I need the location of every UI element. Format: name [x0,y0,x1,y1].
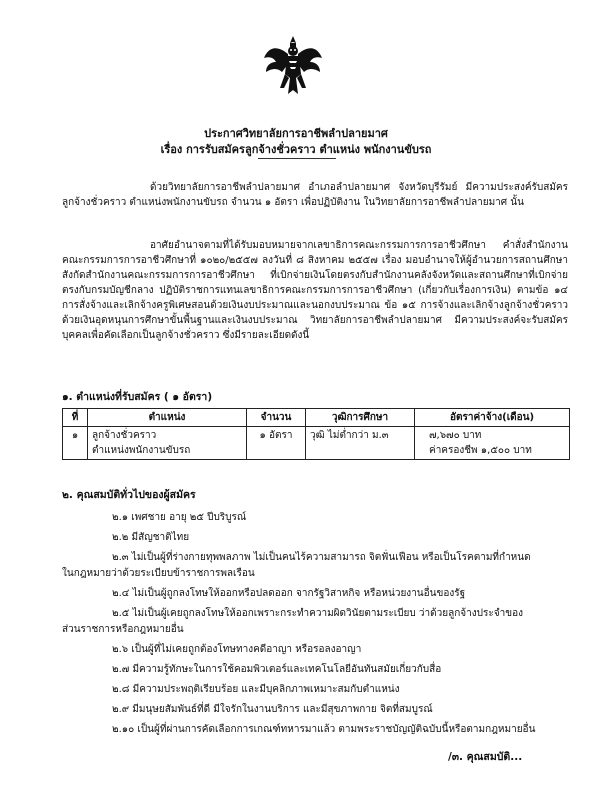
row-position-line1: ลูกจ้างชั่วคราว [92,430,157,441]
qualification-item: ๒.๘ มีความประพฤติเรียบร้อย และมีบุคลิกภาพเหมาะสมกับตำแหน่ง [112,684,400,695]
row-wage-line2: ค่าครองชีพ ๑,๕๐๐ บาท [429,445,532,456]
intro-paragraph-2: อาศัยอำนาจตามที่ได้รับมอบหมายจากเลขาธิการคณะกรรมการการอาชีวศึกษา คำสั่งสำนักงานคณะกรรมการการอาชีวศึกษาที่ ๑๐๒๐/๒๕๕๗ ลงวันที่ ๘ สิงหาคม ๒๕๕๗ เรื่อง มอบอำนาจให้ผู้อำนวยการสถานศึกษาสังกัดสำนักงานคณะกรรมการการอาชีวศึกษา ที่เบิกจ่ายเงินโดยตรงกับสำนักงานคลังจังหวัดและสถานศึกษาที่เบิกจ่ายตรงกับกรมบัญชีกลาง ปฏิบัติราชการแทนเลขาธิการคณะกรรมการการอาชีวศึกษา (เกี่ยวกับเรื่องการเงิน) ตามข้อ ๑๔ การสั่งจ้างและเลิกจ้างครูพิเศษสอนด้วยเงินงบประมาณและนอกงบประมาณ ข้อ ๑๕ การจ้างและเลิกจ้างลูกจ้างชั่วคราวด้วยเงินอุดหนุนการศึกษาขั้นพื้นฐานและเงินงบประมาณ วิทยาลัยการอาชีพลำปลายมาศ มีความประสงค์จะรับสมัครบุคคลเพื่อคัดเลือกเป็นลูกจ้างชั่วคราว ซึ่งมีรายละเอียดดังนี้ [62,240,568,341]
announcement-title: ประกาศวิทยาลัยการอาชีพลำปลายมาศ [204,127,388,140]
intro-paragraph-1: ด้วยวิทยาลัยการอาชีพลำปลายมาศ อำเภอลำปลายมาศ จังหวัดบุรีรัมย์ มีความประสงค์รับสมัครลูกจ้างชั่วคราว ตำแหน่งพนักงานขับรถ จำนวน ๑ อัตรา เพื่อปฏิบัติงาน ในวิทยาลัยการอาชีพลำปลายมาศ นั้น [62,182,568,208]
continued-marker: /๓. คุณสมบัติ... [448,751,523,763]
section-1-heading: ๑. ตำแหน่งที่รับสมัคร ( ๑ อัตรา) [62,391,213,403]
qualification-item: ๒.๔ ไม่เป็นผู้ถูกลงโทษให้ออกหรือปลดออก จากรัฐวิสาหกิจ หรือหน่วยงานอื่นของรัฐ [112,588,466,599]
row-wage-line1: ๗,๖๗๐ บาท [429,430,482,441]
qualification-item: ๒.๕ ไม่เป็นผู้เคยถูกลงโทษให้ออกเพราะกระทำความผิดวินัยตามระเบียบ ว่าด้วยลูกจ้างประจำของ [112,608,523,619]
col-no-header: ที่ [63,409,88,427]
row-position [88,427,247,460]
col-wage-header: อัตราค่าจ้าง(เดือน) [415,409,570,427]
qualification-item: ๒.๒ มีสัญชาติไทย [112,532,190,543]
qualification-item: ๒.๙ มีมนุษยสัมพันธ์ที่ดี มีใจรักในงานบริการ และมีสุขภาพกาย จิตที่สมบูรณ์ [112,704,433,715]
table-row [63,427,570,460]
qualification-item: ๒.๑๐ เป็นผู้ที่ผ่านการคัดเลือกการเกณฑ์ทหารมาแล้ว ตามพระราชบัญญัติฉบับนี้หรือตามกฎหมายอื่น [112,724,536,735]
qualification-item: ๒.๗ มีความรู้ทักษะในการใช้คอมพิวเตอร์และเทคโนโลยีอันทันสมัยเกี่ยวกับสื่อ [112,664,442,675]
col-position-header: ตำแหน่ง [88,409,247,427]
qualification-item-continued: ในกฎหมายว่าด้วยระเบียบข้าราชการพลเรือน [62,568,255,579]
section-2-heading: ๒. คุณสมบัติทั่วไปของผู้สมัคร [62,489,196,501]
announcement-subject: เรื่อง การรับสมัครลูกจ้างชั่วคราว ตำแหน่ง พนักงานขับรถ [160,143,432,156]
table-header-row [63,409,570,427]
garuda-emblem-icon [262,34,324,96]
qualification-item: ๒.๑ เพศชาย อายุ ๒๕ ปีบริบูรณ์ [112,512,247,523]
col-count-header: จำนวน [247,409,306,427]
row-position-line2: ตำแหน่งพนักงานขับรถ [92,445,191,456]
qualification-item: ๒.๖ เป็นผู้ที่ไม่เคยถูกต้องโทษทางคดีอาญา หรือรอลงอาญา [112,644,362,655]
qualification-item: ๒.๓ ไม่เป็นผู้ที่ร่างกายทุพพลภาพ ไม่เป็นคนไร้ความสามารถ จิตฟั่นเฟือน หรือเป็นโรคตามที่กำหนด [112,552,531,563]
title-divider [258,158,336,159]
row-no: ๑ [63,427,88,460]
qualification-item-continued: ส่วนราชการหรือกฎหมายอื่น [62,624,184,635]
col-education-header: วุฒิการศึกษา [306,409,415,427]
row-education: วุฒิ ไม่ต่ำกว่า ม.๓ [306,427,415,460]
row-wage [415,427,570,460]
position-table [62,408,570,460]
row-count: ๑ อัตรา [247,427,306,460]
